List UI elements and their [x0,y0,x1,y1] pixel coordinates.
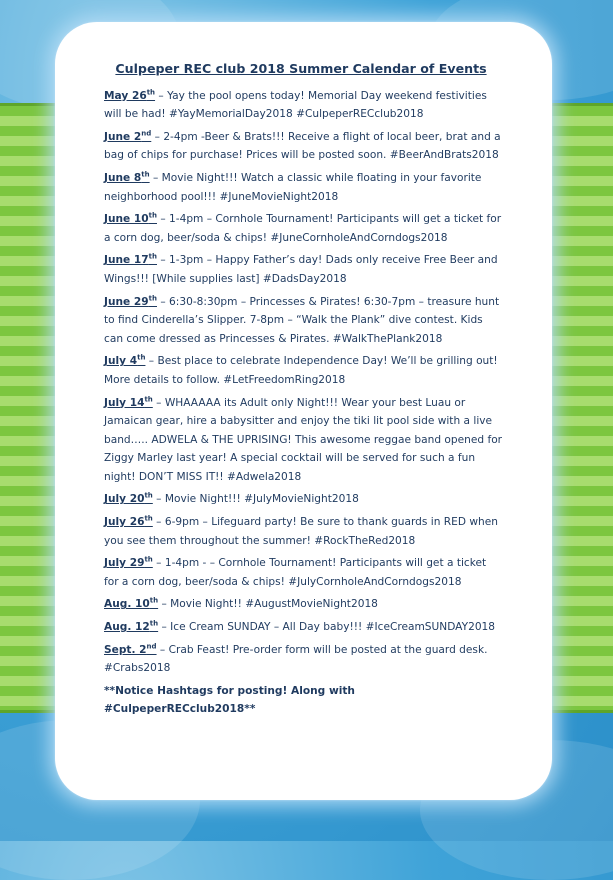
hashtag-notice: **Notice Hashtags for posting! Along with #CulpeperRECclub2018** [104,684,355,716]
event-date: July 26th [104,514,153,529]
event-description: – Yay the pool opens today! Memorial Day weekend festivities will be had! #YayMemorialDay2018 #CulpeperRECclub2018 [104,89,487,121]
event-item [104,352,504,389]
event-item [104,513,504,550]
event-description: – Movie Night!!! #JulyMovieNight2018 [152,493,359,506]
event-description: – WHAAAAA its Adult only Night!!! Wear your best Luau or Jamaican gear, hire a babysitter and enjoy the tiki lit pool side with a live band….. ADWELA & THE UPRISING! This awesome reggae band opened for Ziggy Marley last year! A special cocktail will be served for such a fun night! DON’T MISS IT!! #Adwela2018 [104,396,503,483]
event-item [104,210,504,247]
event-item [104,87,504,124]
event-date: Aug. 12th [104,619,159,634]
event-description: – Best place to celebrate Independence Day! We’ll be grilling out! More details to follow. #LetFreedomRing2018 [104,355,498,386]
event-description: – Movie Night!!! Watch a classic while floating in your favorite neighborhood pool!!! #JuneMovieNight2018 [104,171,482,203]
event-description: – Movie Night!! #AugustMovieNight2018 [158,598,378,611]
event-item [104,293,504,349]
event-date: July 14th [104,394,153,409]
event-item [104,128,504,165]
event-list [104,87,504,678]
event-description: – 1-3pm – Happy Father’s day! Dads only receive Free Beer and Wings!!! [While supplies last] #DadsDay2018 [104,254,498,285]
event-item [104,641,504,678]
event-date: July 4th [104,353,146,368]
event-description: – 1-4pm – Cornhole Tournament! Participants will get a ticket for a corn dog, beer/soda & chips! #JuneCornholeAndCorndogs2018 [104,213,502,244]
event-description: – Crab Feast! Pre-order form will be posted at the guard desk. #Crabs2018 [104,643,488,675]
event-date: June 10th [104,211,157,226]
event-item [104,394,504,487]
calendar-content [104,60,504,719]
event-item [104,595,504,614]
event-item [104,618,504,637]
event-description: – 1-4pm - – Cornhole Tournament! Participants will get a ticket for a corn dog, beer/soda & chips! #JulyCornholeAndCorndogs2018 [104,557,487,588]
page-title: Culpeper REC club 2018 Summer Calendar of Events [115,61,487,76]
event-date: July 29th [104,555,153,570]
event-description: – 6-9pm – Lifeguard party! Be sure to thank guards in RED when you see them throughout the summer! #RockTheRed2018 [104,516,498,547]
event-item [104,554,504,591]
event-date: June 2nd [104,129,152,143]
event-date: July 20th [104,491,153,506]
event-date: May 26th [104,88,156,102]
event-item [104,169,504,206]
event-date: June 17th [104,252,157,267]
event-date: Sept. 2nd [104,642,157,656]
event-description: – 2-4pm -Beer & Brats!!! Receive a flight of local beer, brat and a bag of chips for purchase! Prices will be posted soon. #BeerAndBrats2018 [104,130,501,162]
event-date: June 8th [104,170,150,184]
event-date: Aug. 10th [104,596,159,611]
event-item [104,251,504,288]
event-description: – Ice Cream SUNDAY – All Day baby!!! #IceCreamSUNDAY2018 [158,621,496,634]
event-description: – 6:30-8:30pm – Princesses & Pirates! 6:30-7pm – treasure hunt to find Cinderella’s Slipper. 7-8pm – “Walk the Plank” dive contest. Kids can come dressed as Princesses & Pirates. #WalkThePlank2018 [104,295,500,345]
event-date: June 29th [104,294,157,308]
event-item [104,490,504,509]
